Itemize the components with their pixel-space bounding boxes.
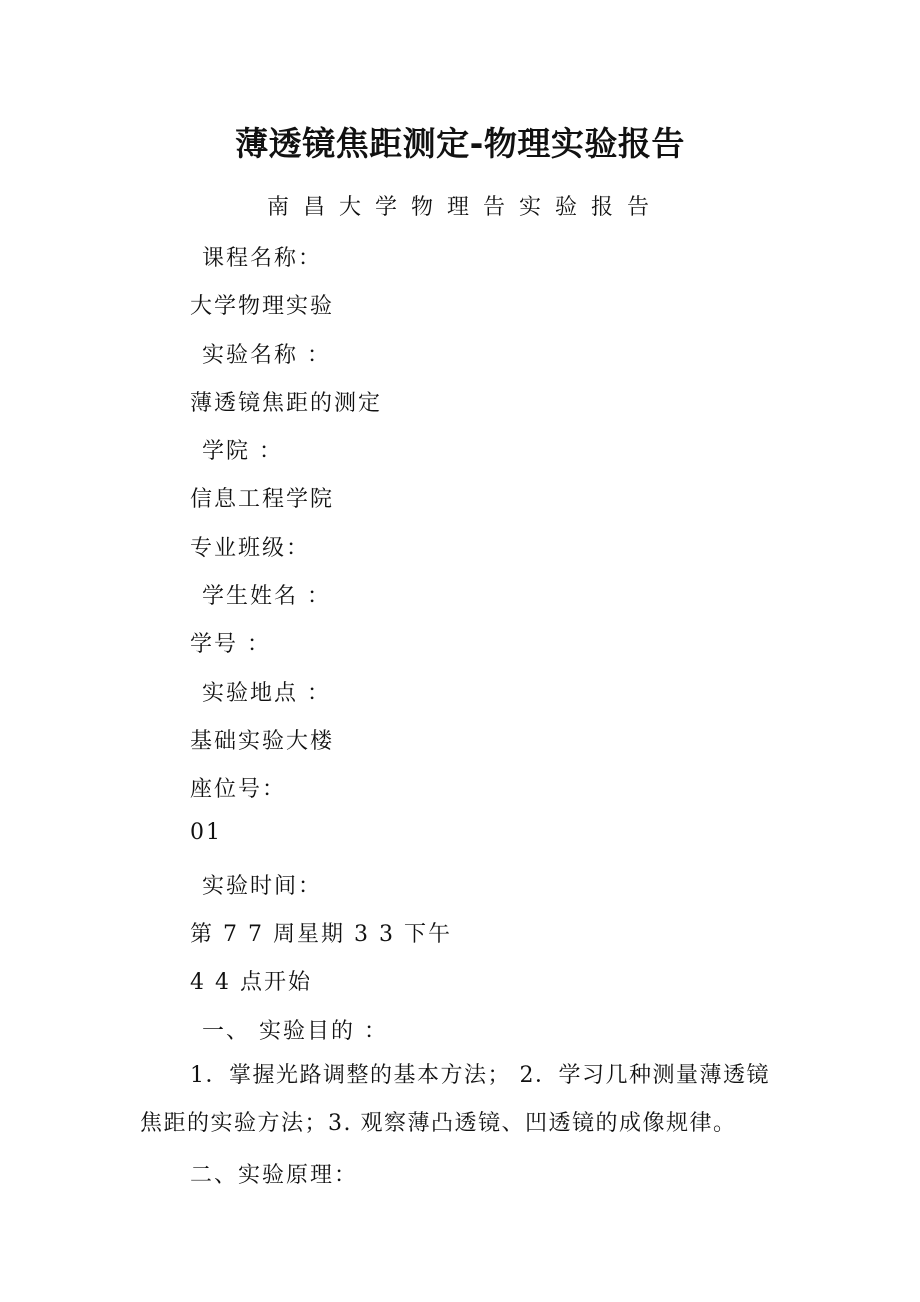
report-subtitle: 南昌大学物理告实验报告 xyxy=(266,195,663,220)
section-purpose-heading: 一、 实验目的 ： xyxy=(202,1019,388,1044)
time-value-line1: 第 7 7 周星期 3 3 下午 xyxy=(190,922,452,947)
page-title: 薄透镜焦距测定-物理实验报告 xyxy=(235,124,685,163)
experiment-value: 薄透镜焦距的测定 xyxy=(190,391,383,416)
seat-value: 01 xyxy=(190,820,222,845)
purpose-paragraph: 1．掌握光路调整的基本方法； 2．学习几种测量薄透镜焦距的实验方法；3. 观察薄凸透镜、凹透镜的成像规律。 xyxy=(140,1063,770,1136)
course-label: 课程名称： xyxy=(202,246,323,271)
college-value: 信息工程学院 xyxy=(190,487,335,512)
place-value: 基础实验大楼 xyxy=(190,729,335,754)
student-name-label: 学生姓名 ： xyxy=(202,584,331,609)
section-principle-heading: 二、实验原理： xyxy=(190,1163,359,1188)
college-label: 学院 ： xyxy=(202,439,283,464)
class-label: 专业班级： xyxy=(190,536,311,561)
time-label: 实验时间： xyxy=(202,874,323,899)
place-label: 实验地点 ： xyxy=(202,681,331,706)
experiment-label: 实验名称 ： xyxy=(202,343,331,368)
time-value-line2: 4 4 点开始 xyxy=(190,970,312,995)
student-id-label: 学号 ： xyxy=(190,632,271,657)
course-value: 大学物理实验 xyxy=(190,294,335,319)
seat-label: 座位号： xyxy=(190,777,287,802)
